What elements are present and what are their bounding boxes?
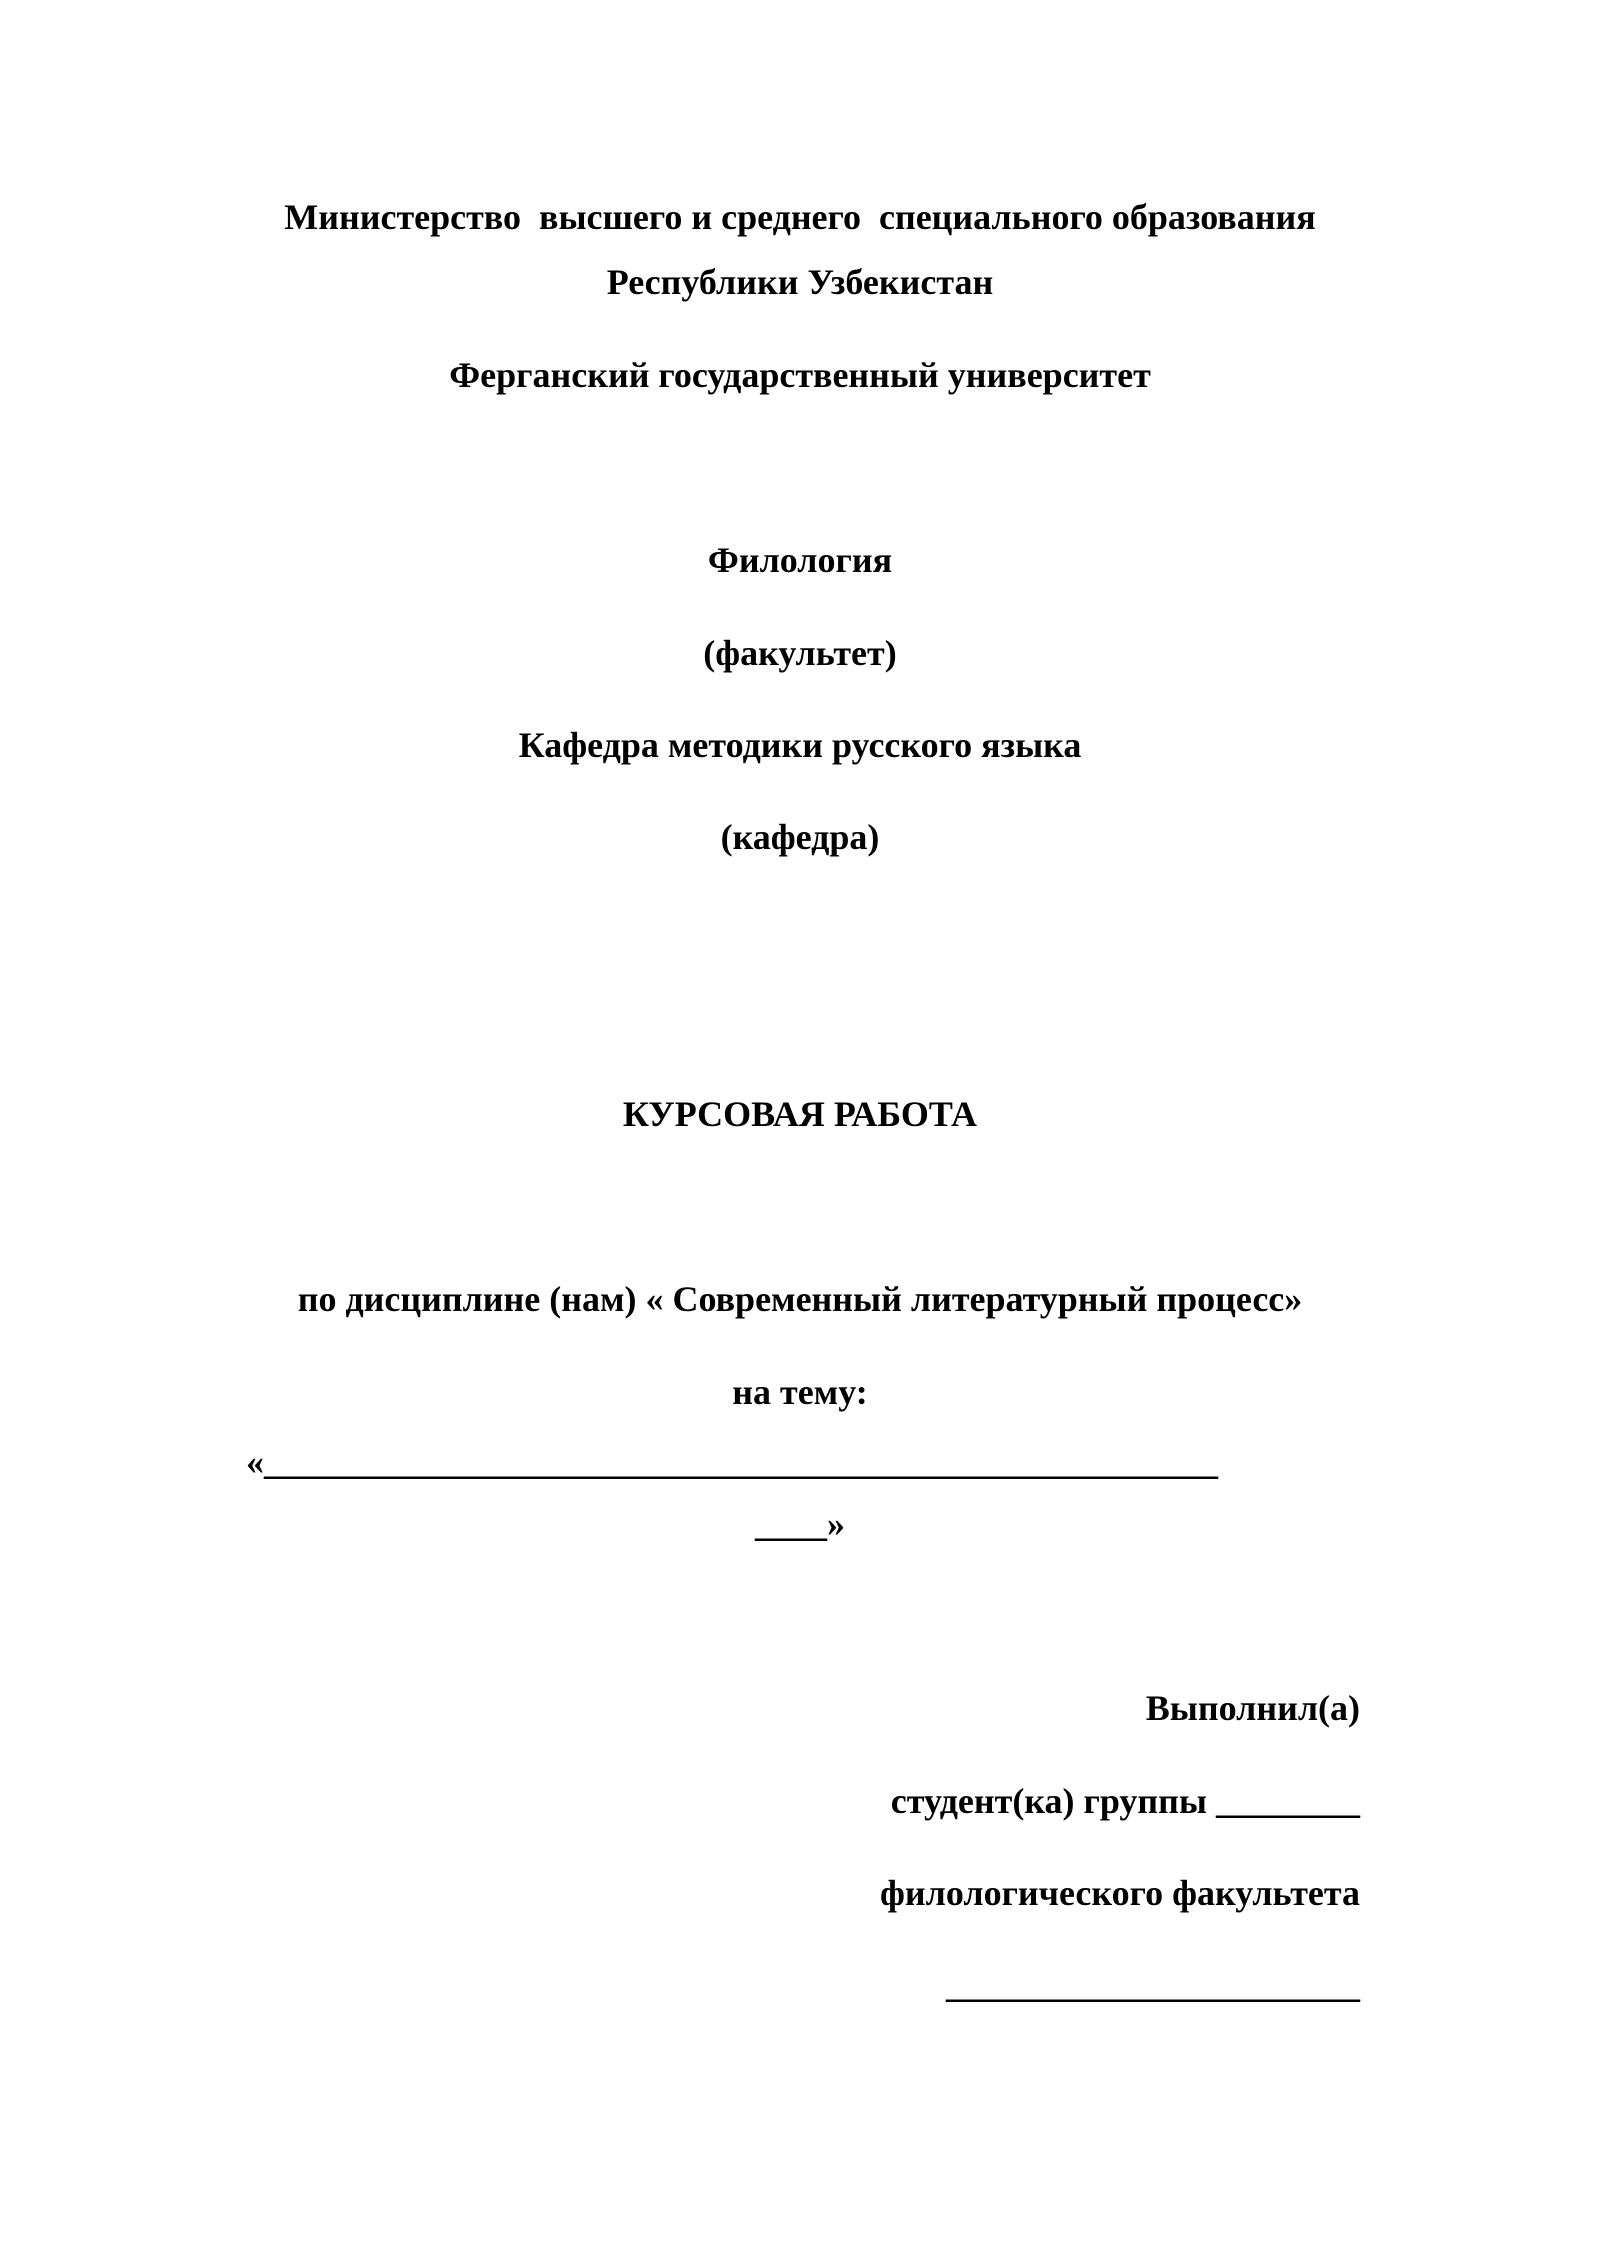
ministry-line-1: Министерство высшего и среднего специального образования [284, 197, 1316, 237]
department-caption: (кафедра) [720, 817, 880, 857]
student-name-blank: _______________________ [946, 1965, 1360, 2005]
faculty-name: Филология [707, 540, 893, 580]
topic-blank-line-1: «_____________________________________________________ [246, 1442, 1218, 1482]
ministry-line-2: Республики Узбекистан [606, 262, 994, 302]
university-name: Ферганский государственный университет [449, 355, 1151, 395]
performed-by-label: Выполнил(а) [1145, 1688, 1360, 1728]
document-title: КУРСОВАЯ РАБОТА [622, 1094, 978, 1134]
department-name: Кафедра методики русского языка [518, 725, 1082, 765]
student-group-line: студент(ка) группы ________ [890, 1781, 1360, 1821]
topic-label: на тему: [732, 1372, 868, 1412]
faculty-of-philology-line: филологического факультета [880, 1873, 1360, 1913]
discipline-line: по дисциплине (нам) « Современный литературный процесс» [297, 1279, 1303, 1319]
topic-blank-line-2: ____» [755, 1504, 845, 1544]
faculty-caption: (факультет) [703, 633, 897, 673]
